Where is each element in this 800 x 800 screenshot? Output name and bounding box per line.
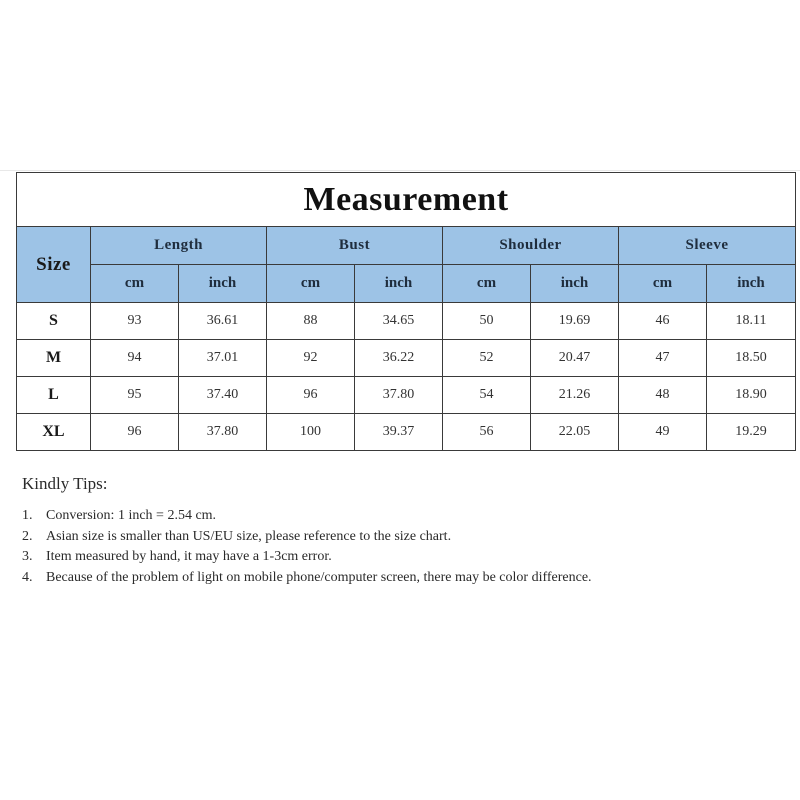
table-cell: 92: [267, 340, 355, 377]
unit-header: inch: [707, 265, 796, 303]
table-cell: 49: [619, 414, 707, 451]
unit-header: inch: [355, 265, 443, 303]
table-cell: 93: [91, 303, 179, 340]
table-row: [17, 303, 796, 340]
table-cell: 39.37: [355, 414, 443, 451]
table-row: [17, 340, 796, 377]
table-cell: 52: [443, 340, 531, 377]
table-row: [17, 414, 796, 451]
top-divider: [0, 170, 800, 171]
tip-item: [22, 568, 622, 589]
table-cell: 18.50: [707, 340, 796, 377]
table-cell: 54: [443, 377, 531, 414]
table-cell: 37.80: [179, 414, 267, 451]
table-cell: 50: [443, 303, 531, 340]
tip-item: [22, 506, 622, 527]
tip-text: Asian size is smaller than US/EU size, please reference to the size chart.: [46, 528, 452, 544]
tips-title: Kindly Tips:: [22, 474, 108, 493]
group-header-row: [17, 227, 796, 265]
table-cell: 94: [91, 340, 179, 377]
unit-header: cm: [619, 265, 707, 303]
size-cell: S: [17, 303, 91, 340]
group-header-sleeve: Sleeve: [619, 227, 796, 265]
table-cell: 18.90: [707, 377, 796, 414]
measurement-table: [16, 172, 796, 451]
size-chart: [16, 172, 795, 451]
unit-header: cm: [267, 265, 355, 303]
table-cell: 100: [267, 414, 355, 451]
table-cell: 46: [619, 303, 707, 340]
group-header-length: Length: [91, 227, 267, 265]
table-cell: 19.29: [707, 414, 796, 451]
table-cell: 47: [619, 340, 707, 377]
table-cell: 36.22: [355, 340, 443, 377]
table-cell: 37.40: [179, 377, 267, 414]
table-cell: 88: [267, 303, 355, 340]
table-cell: 21.26: [531, 377, 619, 414]
unit-header: cm: [91, 265, 179, 303]
table-cell: 36.61: [179, 303, 267, 340]
unit-header: inch: [531, 265, 619, 303]
table-title: Measurement: [17, 173, 796, 227]
tip-item: [22, 527, 622, 548]
tip-text: Because of the problem of light on mobile phone/computer screen, there may be color difference.: [46, 569, 592, 585]
kindly-tips: [22, 474, 622, 588]
size-column-header: Size: [17, 227, 91, 303]
size-cell: M: [17, 340, 91, 377]
table-cell: 18.11: [707, 303, 796, 340]
table-cell: 37.80: [355, 377, 443, 414]
table-row: [17, 377, 796, 414]
table-cell: 48: [619, 377, 707, 414]
table-cell: 95: [91, 377, 179, 414]
tip-number: 3.: [22, 549, 33, 564]
group-header-bust: Bust: [267, 227, 443, 265]
table-cell: 19.69: [531, 303, 619, 340]
unit-header-row: [17, 265, 796, 303]
tip-text: Conversion: 1 inch = 2.54 cm.: [46, 508, 217, 523]
unit-header: cm: [443, 265, 531, 303]
title-row: [17, 173, 796, 227]
table-cell: 20.47: [531, 340, 619, 377]
table-cell: 96: [267, 377, 355, 414]
table-cell: 34.65: [355, 303, 443, 340]
tip-number: 2.: [22, 528, 33, 544]
table-cell: 22.05: [531, 414, 619, 451]
tips-list: [22, 506, 622, 588]
tip-number: 1.: [22, 508, 33, 523]
table-cell: 37.01: [179, 340, 267, 377]
unit-header: inch: [179, 265, 267, 303]
tip-text: Item measured by hand, it may have a 1-3cm error.: [46, 549, 332, 564]
size-cell: L: [17, 377, 91, 414]
tip-item: [22, 547, 622, 568]
table-cell: 56: [443, 414, 531, 451]
table-cell: 96: [91, 414, 179, 451]
group-header-shoulder: Shoulder: [443, 227, 619, 265]
size-cell: XL: [17, 414, 91, 451]
tip-number: 4.: [22, 569, 33, 585]
